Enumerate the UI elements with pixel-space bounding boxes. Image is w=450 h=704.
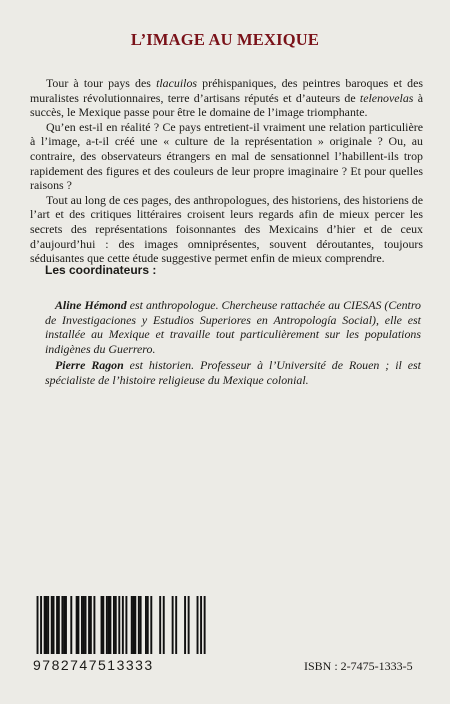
blurb-paragraph-1: Tour à tour pays des tlacuilos préhispaniques, des peintres baroques et des muralistes révolutionnaires, terre d’artisans réputés et d’auteurs de telenovelas à succès, le Mexique passe pour être le domaine de l’image triomphante. [30,76,424,120]
coordinators-heading: Les coordinateurs : [45,263,157,277]
blurb-paragraph-2: Qu’en est-il en réalité ? Ce pays entretient-il vraiment une relation particulière à l’image, a-t-il créé une « culture de la représentation » originale ? Ou, au contraire, des observateurs étrangers en mal de sensationnel l’habillent-ils trop rapidement des figures et des couleurs de leur propre imaginaire ? Et pour quelles raisons ? [30,119,423,193]
book-title: L’IMAGE AU MEXIQUE [130,30,320,49]
author-name: Pierre Ragon [55,358,124,372]
barcode-number: 9782747513333 [33,657,154,673]
isbn: ISBN : 2-7475-1333-5 [304,659,413,673]
barcode-bars [33,596,209,658]
author-bio: est anthropologue. Chercheuse rattachée au CIESAS (Centro de Investigaciones y Estudios Superiores en Antropología Social), elle est installée au Mexique et travaille tout particulièrement sur les populations indigènes du Guerrero. [45,298,421,356]
bio-aline-hemond [45,298,421,356]
author-name: Aline Hémond [55,298,127,312]
bio-pierre-ragon [45,358,421,387]
author-bio: est historien. Professeur à l’Université de Rouen ; il est spécialiste de l’histoire religieuse du Mexique colonial. [45,358,421,387]
blurb [30,76,423,266]
blurb-paragraph-3: Tout au long de ces pages, des anthropologues, des historiens, des historiens de l’art et des critiques littéraires croisent leurs regards afin de mieux percer les secrets des représentations foisonnantes des Mexicains d’hier et de ceux d’aujourd’hui : des images omniprésentes, souvent déroutantes, toujours séduisantes que cette étude suggestive permet enfin de mieux comprendre. [30,192,423,266]
barcode [33,596,209,676]
